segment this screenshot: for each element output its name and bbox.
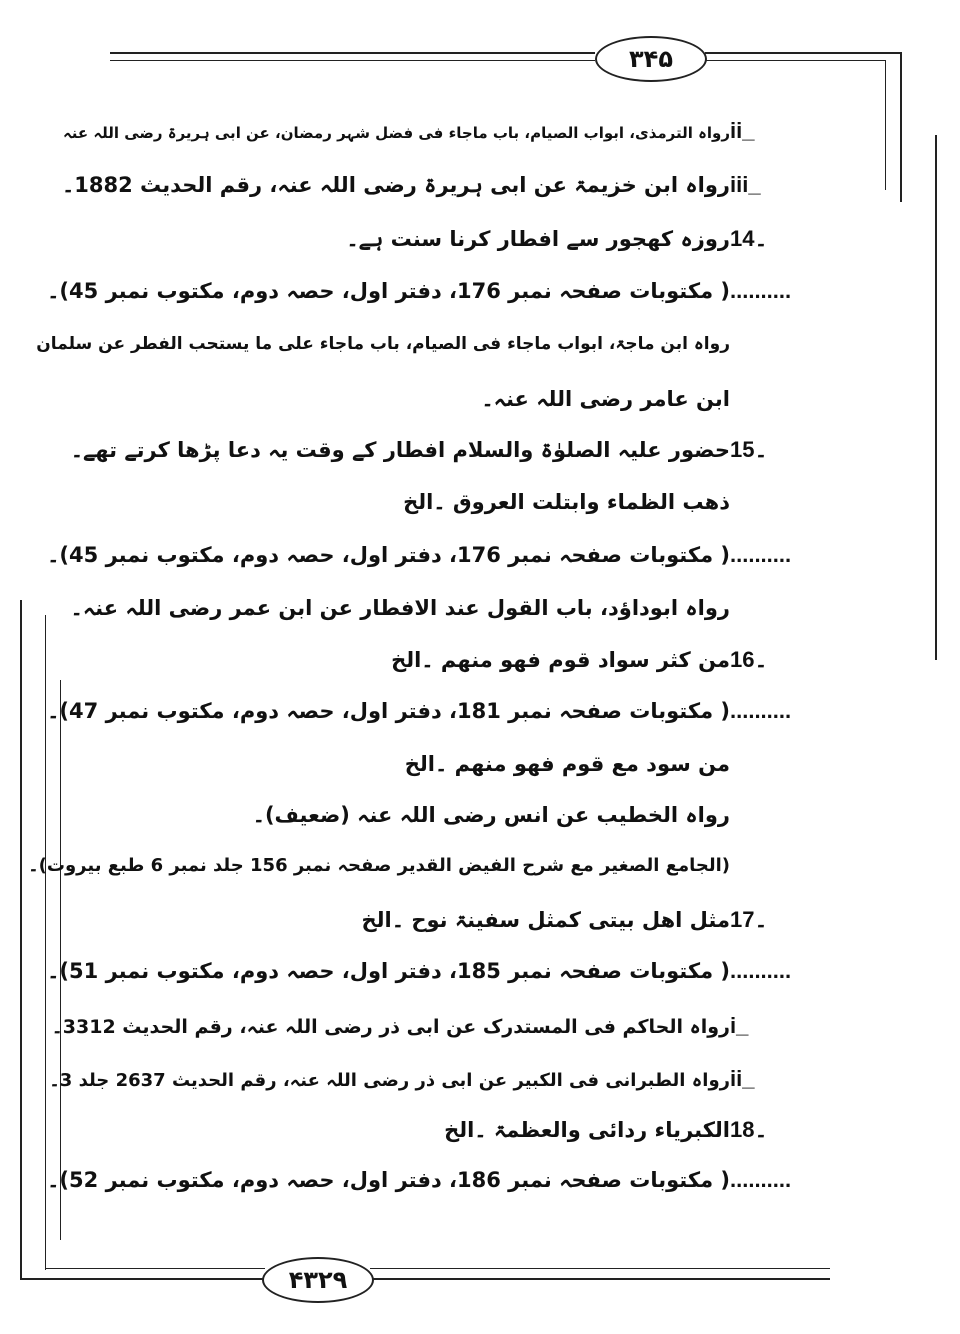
line-text: حضور علیہ الصلوٰۃ والسلام افطار کے وقت یہ دعا پڑھا کرتے تھے۔ [70, 438, 730, 462]
dots-leader: .......... [730, 542, 792, 567]
top-border-rule-right-inner [705, 60, 885, 61]
line-text: ( مکتوبات صفحہ نمبر 181، دفتر اول، حصہ دوم، مکتوب نمبر 47)۔ [47, 699, 730, 723]
line-text: (الجامع الصغیر مع شرح الفیض القدیر صفحہ نمبر 156 جلد نمبر 6 طبع بیروت)۔ [28, 855, 730, 876]
line-text: ( مکتوبات صفحہ نمبر 176، دفتر اول، حصہ دوم، مکتوب نمبر 45)۔ [47, 279, 730, 303]
top-border-rule-inner [110, 60, 595, 61]
citation-line [47, 542, 800, 568]
line-text: رواہ الخطیب عن انس رضی اللہ عنہ (ضعیف)۔ [252, 803, 730, 827]
ref-line-ii [49, 1066, 800, 1092]
ref-line [36, 333, 800, 354]
ref-line-iii [62, 172, 800, 198]
ref-line-ii [63, 118, 800, 144]
dots-leader: .......... [730, 958, 792, 983]
dots-leader: .......... [730, 698, 792, 723]
line-text: ذھب الظماء وابتلت العروق ۔الخ [403, 490, 730, 514]
heading-15 [71, 437, 800, 463]
dots-leader: .......... [730, 1167, 792, 1192]
list-marker: ii_ [730, 118, 755, 143]
ref-line [71, 596, 800, 620]
citation-line [47, 278, 800, 304]
line-text: رواہ الطبرانی فی الکبیر عن ابی ذر رضی اللہ عنہ، رقم الحدیث 2637 جلد 3۔ [49, 1070, 730, 1091]
line-text: رواہ الترمذی، ابواب الصیام، باب ماجاء فی فضل شہر رمضان، عن ابی ہریرۃ رضی اللہ عنہ [62, 124, 730, 142]
dots-leader: .......... [730, 278, 792, 303]
list-marker: 16۔ [730, 647, 768, 672]
arabic-quote [403, 490, 800, 514]
line-text: الکبریاء ردائی والعظمۃ ۔الخ [444, 1118, 730, 1142]
ref-line [28, 855, 800, 876]
line-text: مثل اھل بیتی کمثل سفینۃ نوح ۔الخ [361, 908, 730, 932]
list-marker: i_ [730, 1013, 749, 1038]
heading-17 [362, 907, 801, 933]
line-text: روزہ کھجور سے افطار کرنا سنت ہے۔ [346, 227, 730, 251]
bottom-border-rule [20, 1278, 265, 1280]
heading-14 [346, 226, 800, 252]
line-text: رواہ الحاکم فی المستدرک عن ابی ذر رضی اللہ عنہ، رقم الحدیث 3312۔ [51, 1016, 730, 1038]
line-text: ( مکتوبات صفحہ نمبر 185، دفتر اول، حصہ دوم، مکتوب نمبر 51)۔ [47, 959, 730, 983]
line-text: رواہ ابوداؤد، باب القول عند الافطار عن ابن عمر رضی اللہ عنہ۔ [70, 596, 730, 620]
top-page-number: ۳۴۵ [595, 36, 707, 82]
bottom-border-rule-inner [45, 1268, 265, 1269]
line-text: ( مکتوبات صفحہ نمبر 176، دفتر اول، حصہ دوم، مکتوب نمبر 45)۔ [47, 543, 730, 567]
ref-line [405, 752, 800, 776]
ref-line-i [52, 1013, 800, 1039]
list-marker: iii_ [730, 172, 761, 197]
right-border-rule-inner [885, 60, 886, 190]
top-border-rule [110, 52, 595, 54]
list-marker: 18۔ [730, 1117, 768, 1142]
ref-line-cont [481, 387, 800, 411]
citation-line [47, 698, 800, 724]
bottom-border-rule-right-inner [370, 1268, 830, 1269]
heading-16 [391, 647, 800, 673]
line-text: رواہ ابن ماجۃ، ابواب ماجاء فی الصیام، باب ماجاء علی ما یستحب الفطر عن سلمان [36, 334, 730, 354]
line-text: ( مکتوبات صفحہ نمبر 186، دفتر اول، حصہ دوم، مکتوب نمبر 52)۔ [47, 1168, 730, 1192]
line-text: رواہ ابن خزیمۃ عن ابی ہریرۃ رضی اللہ عنہ، رقم الحدیث 1882۔ [61, 173, 730, 197]
list-marker: 14۔ [730, 226, 768, 251]
citation-line [47, 1167, 800, 1193]
left-border-rule-mid [45, 615, 46, 1270]
line-text: من کثر سواد قوم فھو منھم ۔الخ [391, 648, 730, 672]
line-text: ابن عامر رضی اللہ عنہ۔ [481, 387, 730, 411]
citation-line [47, 958, 800, 984]
left-border-rule-outer [20, 600, 22, 1280]
line-text: من سود مع قوم فھو منھم ۔الخ [404, 752, 730, 776]
list-marker: 15۔ [730, 437, 768, 462]
top-border-rule-right [705, 52, 900, 54]
right-border-rule-outer [900, 52, 902, 202]
list-marker: ii_ [730, 1066, 755, 1091]
list-marker: 17۔ [730, 907, 768, 932]
heading-18 [444, 1117, 800, 1143]
bottom-border-rule-right [370, 1278, 830, 1280]
ref-line [253, 803, 800, 827]
bottom-page-number: ۴۳۲۹ [262, 1257, 374, 1303]
right-border-rule-long [935, 135, 937, 660]
